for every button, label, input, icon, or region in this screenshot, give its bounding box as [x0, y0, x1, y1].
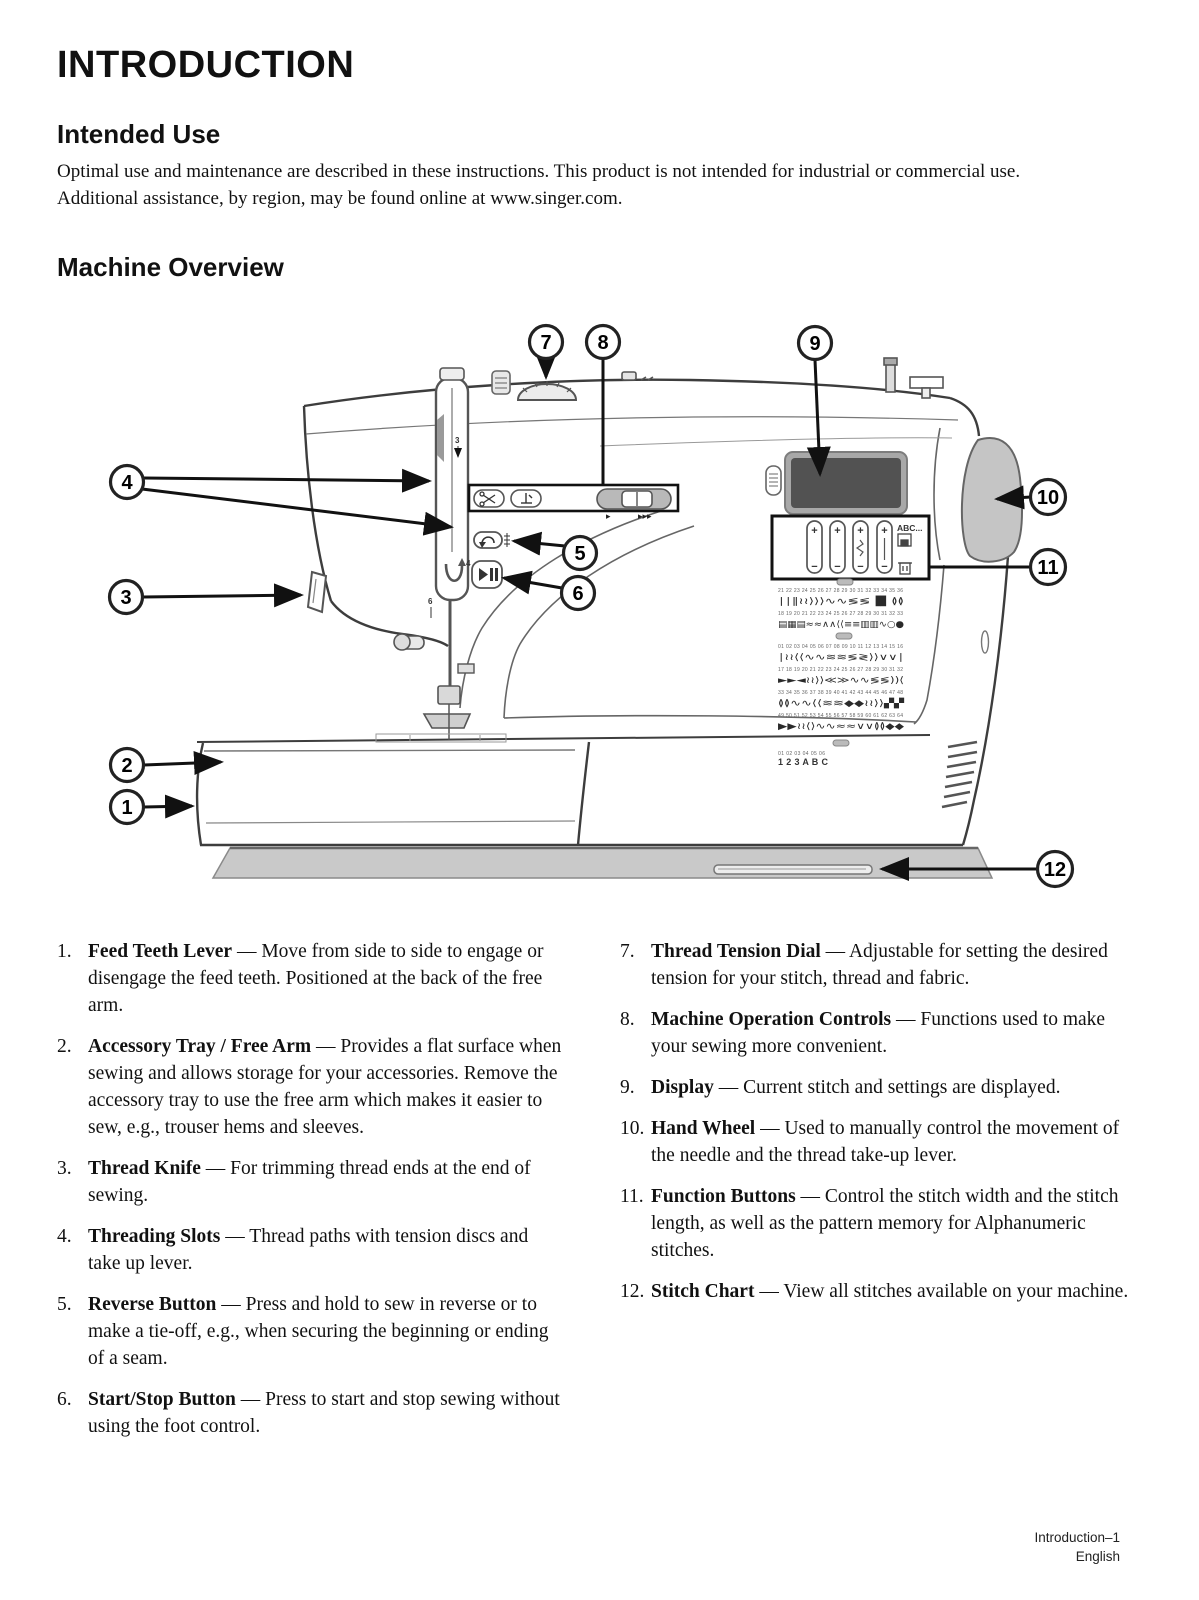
- part-item-9: 9. Display — Current stitch and settings are displayed.: [620, 1077, 1061, 1098]
- svg-text:5: 5: [574, 543, 586, 565]
- part-item-5: 5. Reverse Button — Press and hold to sew in reverse or to make a tie-off, e.g., when securing the beginning or ending of a seam.: [57, 1294, 549, 1369]
- svg-text:49 50 51 52 53 54 55 56 57 58: 49 50 51 52 53 54 55 56 57 58 59 60 61 62 63 64: [778, 713, 904, 719]
- callout-3: [110, 581, 143, 614]
- svg-text:−: −: [811, 561, 818, 573]
- bobbin-winder: [622, 372, 636, 380]
- svg-text:1 2 3 A B C: 1 2 3 A B C: [778, 757, 828, 767]
- parts-list-left-column: [57, 938, 562, 1454]
- machine-base: [213, 848, 992, 878]
- speed-fast-mark: ▸▸▸: [638, 511, 652, 521]
- svg-text:1: 1: [121, 797, 133, 819]
- machine-overview-heading: Machine Overview: [57, 252, 284, 282]
- part-item-10: 10. Hand Wheel — Used to manually control the movement of the needle and the thread take-up lever.: [620, 1118, 1120, 1166]
- callout-12: [1038, 852, 1073, 887]
- svg-text:18 19 20 21 22 23 24 25 26 27: 18 19 20 21 22 23 24 25 26 27 28 29 30 31 32 33: [778, 611, 904, 617]
- callout-1: [111, 791, 144, 824]
- vent-slits: [942, 742, 977, 807]
- svg-text:9: 9: [809, 333, 821, 355]
- thread-tension-dial[interactable]: [492, 371, 576, 400]
- tie-off-icon: [504, 533, 510, 547]
- part-item-11: 11. Function Buttons — Control the stitch width and the stitch length, as well as the pattern memory for Alphanumeric stitches.: [620, 1186, 1119, 1261]
- callout-9: [799, 327, 832, 360]
- vertical-spool-pin: [886, 362, 895, 392]
- svg-text:3: 3: [120, 587, 132, 609]
- svg-text:4: 4: [121, 472, 133, 494]
- channel-mark-3: 3: [455, 436, 460, 445]
- svg-text:+: +: [811, 525, 818, 537]
- svg-text:∣∣∥≀≀⟩⟩⟩∿∿≶≶▐▌≬≬: ∣∣∥≀≀⟩⟩⟩∿∿≶≶▐▌≬≬: [778, 597, 862, 607]
- svg-text:▶▶≀≀⟨⟩∿∿≈≈∨∨≬≬◆◆: ▶▶≀≀⟨⟩∿∿≈≈∨∨≬≬◆◆: [778, 722, 905, 732]
- svg-text:−: −: [834, 561, 841, 573]
- svg-text:►►◄≀≀⟩⟩≪≫∿∿≶≶))⟨: ►►◄≀≀⟩⟩≪≫∿∿≶≶))⟨: [778, 676, 904, 686]
- threading-slots: [428, 368, 471, 618]
- part-item-1: 1. Feed Teeth Lever — Move from side to side to engage or disengage the feed teeth. Positioned at the back of the free arm.: [57, 941, 544, 1016]
- machine-diagram: [75, 298, 1145, 902]
- svg-text:+: +: [881, 525, 888, 537]
- channel-mark-6: 6: [428, 597, 433, 606]
- part-item-6: 6. Start/Stop Button — Press to start and stop sewing without using the foot control.: [57, 1389, 560, 1437]
- footer-page-label: Introduction–1: [1034, 1530, 1120, 1545]
- part-item-3: 3. Thread Knife — For trimming thread ends at the end of sewing.: [57, 1158, 531, 1206]
- svg-text:21 22 23 24 25 26 27 28 29 30: 21 22 23 24 25 26 27 28 29 30 31 32 33 34 35 36: [778, 588, 904, 594]
- callout-circles: [110, 326, 1073, 887]
- page-footer: [1034, 1528, 1120, 1566]
- part-item-2: 2. Accessory Tray / Free Arm — Provides a flat surface when sewing and allows storage for your accessories. Remove the accessory tray to use the free arm which makes it easier to sew, e.g., trouser hems and sleeves.: [57, 1036, 562, 1138]
- svg-text:01 02 03 04 05 06: 01 02 03 04 05 06: [778, 751, 826, 757]
- part-item-7: 7. Thread Tension Dial — Adjustable for setting the desired tension for your stitch, thread and fabric.: [620, 941, 1108, 989]
- reverse-button[interactable]: [474, 532, 502, 548]
- machine-operation-controls: [469, 485, 678, 521]
- callout-10: [1031, 480, 1066, 515]
- svg-text:≬≬∿∿⟨⟨≋≋◆◆≀≀⟩⟩▞▞: ≬≬∿∿⟨⟨≋≋◆◆≀≀⟩⟩▞▞: [778, 699, 865, 709]
- parts-list-right-column: [620, 938, 1142, 1454]
- callout-7: [530, 326, 563, 359]
- callout-5: [564, 537, 597, 570]
- svg-text:6: 6: [572, 583, 584, 605]
- svg-text:8: 8: [597, 332, 609, 354]
- sewing-buttons: [472, 532, 510, 588]
- callout-4: [111, 466, 144, 499]
- svg-text:10: 10: [1036, 487, 1060, 509]
- display-screen: [791, 458, 901, 508]
- part-item-8: 8. Machine Operation Controls — Functions used to make your sewing more convenient.: [620, 1009, 1106, 1057]
- intended-use-body: Optimal use and maintenance are described in these instructions. This product is not intended for industrial or commercial use. Additional assistance, by region, may be found online at www.singer.com.: [57, 161, 1021, 209]
- spool-pins: [622, 358, 943, 398]
- thread-knife: [308, 572, 326, 612]
- svg-text:−: −: [881, 561, 888, 573]
- display-group: [766, 452, 907, 514]
- horizontal-spool-pin: [910, 377, 943, 388]
- intended-use-heading: Intended Use: [57, 119, 221, 149]
- svg-text:▤▦▤≈≈∧∧⟨⟨≡≡▥▥∿○●: ▤▦▤≈≈∧∧⟨⟨≡≡▥▥∿○●: [778, 620, 905, 630]
- svg-text:∣≀≀⟨⟨∿∿≋≋≶≷⟩⟩∨∨∣: ∣≀≀⟨⟨∿∿≋≋≶≷⟩⟩∨∨∣: [778, 653, 904, 663]
- svg-text:33 34 35 36 37 38 39 40 41 42: 33 34 35 36 37 38 39 40 41 42 43 44 45 46 47 48: [778, 690, 904, 696]
- callout-8: [587, 326, 620, 359]
- svg-text:11: 11: [1037, 557, 1059, 579]
- hand-wheel[interactable]: [962, 438, 1022, 562]
- page-title: INTRODUCTION: [57, 44, 355, 86]
- callout-2: [111, 749, 144, 782]
- function-buttons-panel: [772, 516, 929, 585]
- part-item-4: 4. Threading Slots — Thread paths with tension discs and take up lever.: [57, 1226, 529, 1274]
- footer-language: English: [1075, 1549, 1120, 1564]
- channel-mark-4: 4: [466, 559, 471, 568]
- svg-text:+: +: [857, 525, 864, 537]
- svg-text:01 02 03 04 05 06 07 08 09 10: 01 02 03 04 05 06 07 08 09 10 11 12 13 14 15 16: [778, 644, 904, 650]
- part-item-12: 12. Stitch Chart — View all stitches available on your machine.: [620, 1281, 1129, 1302]
- speed-slow-mark: ▸: [606, 511, 611, 521]
- svg-text:+: +: [834, 525, 841, 537]
- svg-text:17 18 19 20 21 22 23 24 25 26: 17 18 19 20 21 22 23 24 25 26 27 28 29 30 31 32: [778, 667, 904, 673]
- svg-text:7: 7: [540, 332, 552, 354]
- parts-list: [57, 938, 1142, 1454]
- svg-text:−: −: [857, 561, 864, 573]
- svg-text:2: 2: [121, 755, 133, 777]
- stitch-chart: [778, 588, 906, 767]
- svg-text:12: 12: [1043, 859, 1067, 881]
- callout-11: [1031, 550, 1066, 585]
- callout-6: [562, 577, 595, 610]
- abc-label: ABC...: [897, 523, 923, 533]
- led-pill: [766, 466, 781, 495]
